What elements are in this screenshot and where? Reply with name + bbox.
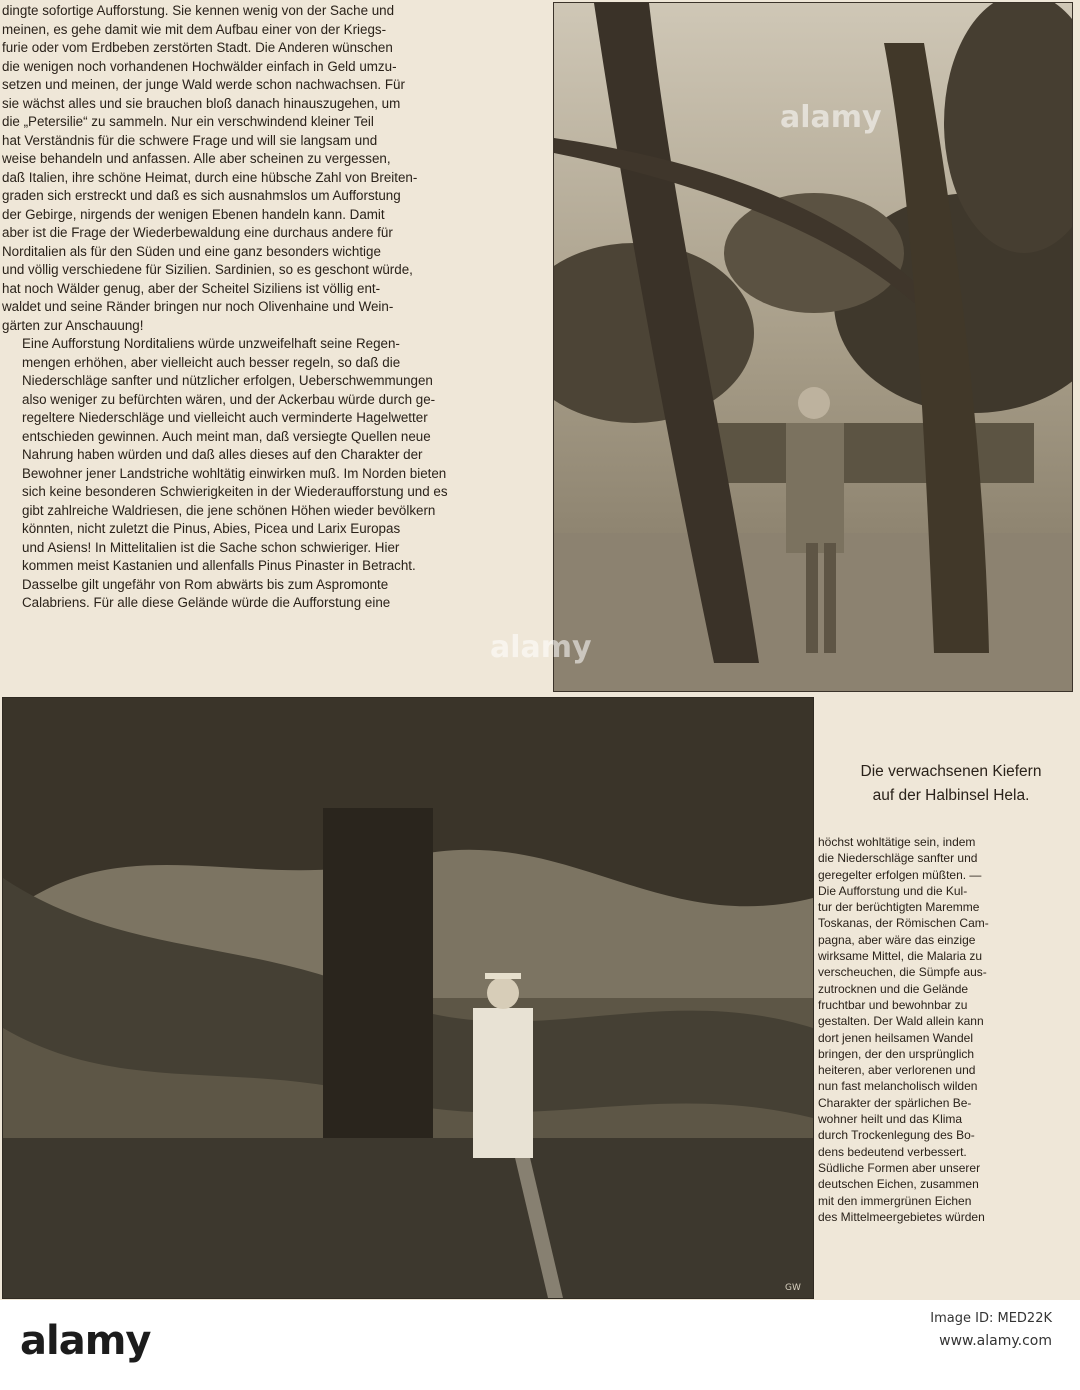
article-body [2, 2, 540, 613]
text-line: Norditalien als für den Süden und eine ganz besonders wichtige [2, 243, 381, 259]
article-paragraph-1 [2, 2, 540, 335]
text-line: Eine Aufforstung Norditaliens würde unzweifelhaft seine Regen- [22, 336, 400, 351]
text-line: dort jenen heilsamen Wandel [818, 1030, 973, 1045]
text-line: pagna, aber wäre das einzige [818, 932, 976, 947]
text-line: mengen erhöhen, aber vielleicht auch besser regeln, so daß die [22, 354, 401, 370]
text-line: kommen meist Kastanien und allenfalls Pinus Pinaster in Betracht. [22, 558, 416, 573]
text-line: furie oder vom Erdbeben zerstörten Stadt. Die Anderen wünschen [2, 40, 393, 55]
text-line: regeltere Niederschläge und vielleicht auch verminderte Hagelwetter [22, 410, 428, 425]
caption-line-1: Die verwachsenen Kiefern [860, 763, 1042, 780]
text-line: gibt zahlreiche Waldriesen, die jene schönen Höhen wieder bevölkern [22, 502, 436, 518]
text-line: der Gebirge, nirgends der wenigen Ebenen handeln kann. Damit [2, 206, 385, 222]
text-line: tur der berüchtigten Maremme [818, 900, 980, 915]
photo-caption [822, 760, 1080, 808]
watermark-overlay: alamy [490, 630, 592, 665]
text-line: hat Verständnis für die schwere Frage und will sie langsam und [2, 132, 378, 148]
text-line: Südliche Formen aber unserer [818, 1160, 981, 1175]
text-line: hat noch Wälder genug, aber der Scheitel Siziliens ist völlig ent- [2, 280, 381, 296]
side-column-text [818, 834, 1080, 1300]
text-line: die wenigen noch vorhandenen Hochwälder einfach in Geld umzu- [2, 58, 397, 74]
photo-large-fir-tree [2, 697, 814, 1299]
text-line: Charakter der spärlichen Be- [818, 1095, 972, 1110]
text-line: Toskanas, der Römischen Cam- [818, 916, 989, 931]
text-line: Die Aufforstung und die Kul- [818, 883, 968, 898]
image-id: Image ID: MED22K [930, 1311, 1052, 1326]
site-url: www.alamy.com [939, 1333, 1052, 1349]
text-line: Nahrung haben würden und daß alles dieses auf den Charakter der [22, 447, 423, 462]
text-line: nun fast melancholisch wilden [818, 1079, 978, 1094]
text-line: sich keine besonderen Schwierigkeiten in der Wiederaufforstung und es [22, 484, 448, 499]
text-line: verscheuchen, die Sümpfe aus- [818, 965, 987, 980]
photographer-monogram: GW [785, 1283, 801, 1293]
text-line: mit den immergrünen Eichen [818, 1193, 972, 1208]
text-line: wohner heilt und das Klima [818, 1112, 963, 1127]
caption-line-2: auf der Halbinsel Hela. [872, 787, 1030, 804]
text-line: daß Italien, ihre schöne Heimat, durch eine hübsche Zahl von Breiten- [2, 169, 418, 185]
text-line: gestalten. Der Wald allein kann [818, 1014, 984, 1029]
text-line: waldet und seine Ränder bringen nur noch Olivenhaine und Wein- [2, 299, 394, 314]
text-line: wirksame Mittel, die Malaria zu [818, 949, 983, 964]
text-line: des Mittelmeergebietes würden [818, 1209, 985, 1224]
text-line: höchst wohltätige sein, indem [818, 835, 976, 849]
text-line: weise behandeln und anfassen. Alle aber scheinen zu vergessen, [2, 151, 391, 166]
text-line: also weniger zu befürchten wären, und der Ackerbau würde durch ge- [22, 391, 436, 407]
text-line: heiteren, aber verlorenen und [818, 1063, 976, 1078]
text-line: und völlig verschiedene für Sizilien. Sardinien, so es geschont würde, [2, 262, 413, 277]
text-line: Bewohner jener Landstriche wohltätig einwirken muß. Im Norden bieten [22, 465, 447, 481]
text-line: deutschen Eichen, zusammen [818, 1177, 979, 1192]
text-line: aber ist die Frage der Wiederbewaldung eine durchaus andere für [2, 225, 393, 240]
watermark-overlay: alamy [780, 100, 882, 135]
text-line: Niederschläge sanfter und nützlicher erfolgen, Ueberschwemmungen [22, 373, 433, 388]
text-line: dingte sofortige Aufforstung. Sie kennen wenig von der Sache und [2, 3, 395, 18]
text-line: meinen, es gehe damit wie mit dem Aufbau einer von der Kriegs- [2, 21, 387, 37]
text-line: Calabriens. Für alle diese Gelände würde die Aufforstung eine [22, 595, 391, 610]
text-line: sie wächst alles und sie brauchen bloß danach hinauszugehen, um [2, 95, 401, 111]
text-line: entschieden gewinnen. Auch meint man, daß versiegte Quellen neue [22, 428, 431, 444]
image-id-block [930, 1308, 1052, 1352]
text-line: und Asiens! In Mittelitalien ist die Sache schon schwieriger. Hier [22, 539, 400, 555]
text-line: durch Trockenlegung des Bo- [818, 1128, 975, 1143]
alamy-logo: alamy [20, 1318, 151, 1364]
text-line: die „Petersilie“ zu sammeln. Nur ein verschwindend kleiner Teil [2, 114, 374, 129]
text-line: Dasselbe gilt ungefähr von Rom abwärts bis zum Aspromonte [22, 576, 389, 592]
text-line: bringen, der den ursprünglich [818, 1046, 975, 1061]
watermark-band [0, 1300, 1080, 1390]
text-line: graden sich erstreckt und daß es sich ausnahmslos um Aufforstung [2, 188, 401, 203]
text-line: fruchtbar und bewohnbar zu [818, 997, 968, 1012]
text-line: die Niederschläge sanfter und [818, 851, 978, 866]
text-line: könnten, nicht zuletzt die Pinus, Abies, Picea und Larix Europas [22, 521, 401, 536]
text-line: geregelter erfolgen müßten. — [818, 867, 982, 882]
article-paragraph-2 [2, 335, 540, 613]
text-line: zutrocknen und die Gelände [818, 981, 969, 996]
text-line: dens bedeutend verbessert. [818, 1144, 967, 1159]
text-line: setzen und meinen, der junge Wald werde schon nachwachsen. Für [2, 77, 405, 92]
text-line: gärten zur Anschauung! [2, 317, 144, 333]
